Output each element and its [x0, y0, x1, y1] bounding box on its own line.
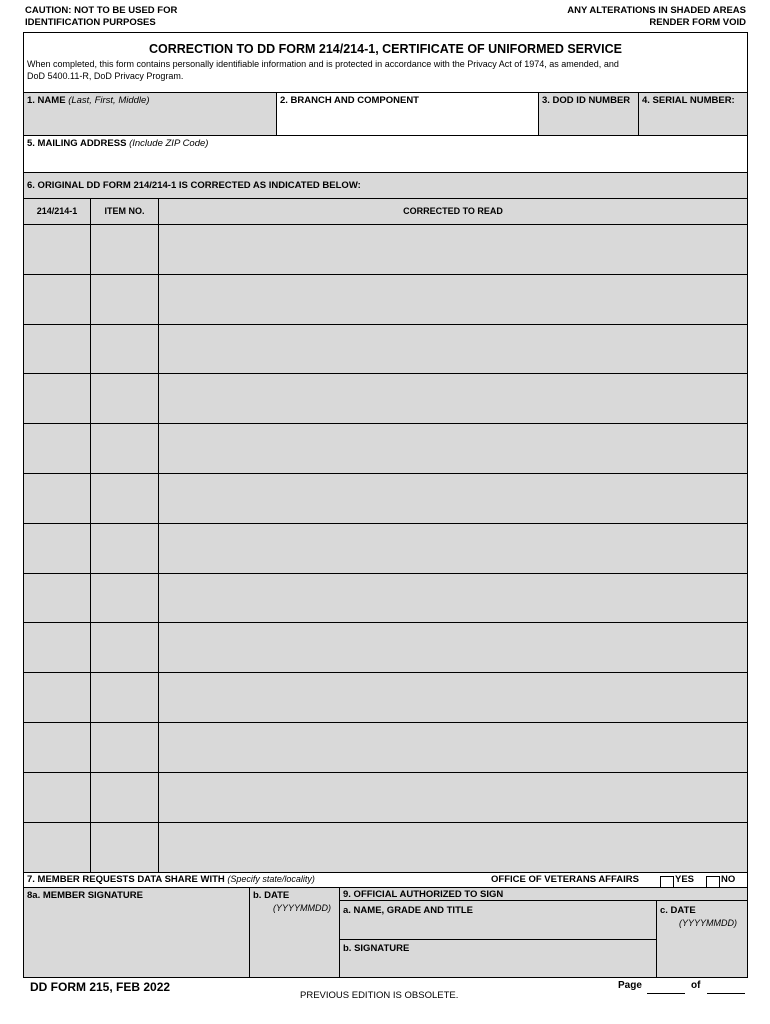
corrections-label: 6. ORIGINAL DD FORM 214/214-1 IS CORRECTED AS INDICATED BELOW: [27, 180, 361, 191]
row-corrected-cell[interactable] [158, 622, 748, 673]
corrections-section-header [23, 172, 748, 199]
official-section-header [339, 887, 748, 901]
row-corrected-cell[interactable] [158, 722, 748, 773]
page-total-field[interactable] [707, 993, 745, 994]
no-label: NO [721, 874, 736, 885]
row-corrected-cell[interactable] [158, 423, 748, 474]
name-label: 1. NAME [27, 95, 66, 106]
page-number-field[interactable] [647, 993, 685, 994]
row-item-no-cell[interactable] [90, 722, 159, 773]
address-label: 5. MAILING ADDRESS [27, 138, 127, 149]
dod-id-label: 3. DOD ID NUMBER [542, 95, 631, 106]
row-corrected-cell[interactable] [158, 523, 748, 574]
row-214-cell[interactable] [23, 672, 91, 723]
caution-notice [25, 5, 177, 29]
branch-field[interactable] [276, 92, 539, 136]
branch-label: 2. BRANCH AND COMPONENT [280, 95, 419, 106]
row-item-no-cell[interactable] [90, 573, 159, 624]
row-214-cell[interactable] [23, 573, 91, 624]
row-item-no-cell[interactable] [90, 274, 159, 325]
row-item-no-cell[interactable] [90, 373, 159, 424]
member-signature-field[interactable] [23, 887, 250, 978]
row-214-cell[interactable] [23, 423, 91, 474]
official-date-hint: (YYYYMMDD) [679, 918, 737, 928]
alteration-notice [567, 5, 746, 29]
row-214-cell[interactable] [23, 274, 91, 325]
privacy-line-1: When completed, this form contains personally identifiable information and is protected in accordance with the Privacy Act of 1974, as amended, and [27, 59, 619, 69]
veterans-affairs-label: OFFICE OF VETERANS AFFAIRS [491, 874, 639, 885]
data-share-hint: (Specify state/locality) [227, 874, 315, 884]
member-signature-label: 8a. MEMBER SIGNATURE [27, 890, 143, 901]
row-corrected-cell[interactable] [158, 324, 748, 375]
row-214-cell[interactable] [23, 722, 91, 773]
row-214-cell[interactable] [23, 373, 91, 424]
dod-id-field[interactable] [538, 92, 639, 136]
alteration-line-1: ANY ALTERATIONS IN SHADED AREAS [567, 5, 746, 16]
serial-number-field[interactable] [638, 92, 748, 136]
page-label: Page [618, 980, 642, 991]
member-date-label: b. DATE [253, 890, 290, 901]
name-hint: (Last, First, Middle) [68, 95, 150, 106]
official-date-label: c. DATE [660, 905, 696, 916]
row-corrected-cell[interactable] [158, 274, 748, 325]
row-item-no-cell[interactable] [90, 324, 159, 375]
row-item-no-cell[interactable] [90, 622, 159, 673]
privacy-statement [27, 58, 619, 82]
row-item-no-cell[interactable] [90, 772, 159, 823]
col-header-item-no: ITEM NO. [90, 198, 159, 225]
row-item-no-cell[interactable] [90, 523, 159, 574]
member-date-hint: (YYYYMMDD) [273, 903, 331, 913]
of-label: of [691, 980, 701, 991]
row-corrected-cell[interactable] [158, 822, 748, 873]
mailing-address-field[interactable] [23, 135, 748, 173]
form-title: CORRECTION TO DD FORM 214/214-1, CERTIFICATE OF UNIFORMED SERVICE [149, 42, 622, 56]
member-date-field[interactable] [249, 887, 340, 978]
official-signature-label: b. SIGNATURE [343, 943, 410, 954]
row-item-no-cell[interactable] [90, 822, 159, 873]
official-date-field[interactable] [656, 900, 748, 978]
col-header-corrected: CORRECTED TO READ [158, 198, 748, 225]
privacy-line-2: DoD 5400.11-R, DoD Privacy Program. [27, 71, 184, 81]
official-signature-field[interactable] [339, 939, 657, 978]
row-item-no-cell[interactable] [90, 473, 159, 524]
row-214-cell[interactable] [23, 473, 91, 524]
row-item-no-cell[interactable] [90, 672, 159, 723]
obsolete-notice: PREVIOUS EDITION IS OBSOLETE. [300, 990, 459, 1001]
row-214-cell[interactable] [23, 822, 91, 873]
col-header-214: 214/214-1 [23, 198, 91, 225]
row-corrected-cell[interactable] [158, 473, 748, 524]
yes-label: YES [675, 874, 695, 885]
row-corrected-cell[interactable] [158, 672, 748, 723]
official-label: 9. OFFICIAL AUTHORIZED TO SIGN [343, 889, 504, 900]
row-item-no-cell[interactable] [90, 224, 159, 275]
official-name-field[interactable] [339, 900, 657, 940]
row-214-cell[interactable] [23, 772, 91, 823]
serial-number-label: 4. SERIAL NUMBER: [642, 95, 735, 106]
row-214-cell[interactable] [23, 622, 91, 673]
alteration-line-2: RENDER FORM VOID [649, 17, 746, 28]
caution-line-2: IDENTIFICATION PURPOSES [25, 17, 156, 28]
official-name-label: a. NAME, GRADE AND TITLE [343, 905, 474, 916]
data-share-label: 7. MEMBER REQUESTS DATA SHARE WITH [27, 874, 225, 885]
row-214-cell[interactable] [23, 324, 91, 375]
address-hint: (Include ZIP Code) [129, 138, 209, 149]
row-corrected-cell[interactable] [158, 373, 748, 424]
row-corrected-cell[interactable] [158, 573, 748, 624]
data-share-row [23, 872, 748, 888]
name-field[interactable] [23, 92, 277, 136]
row-214-cell[interactable] [23, 224, 91, 275]
caution-line-1: CAUTION: NOT TO BE USED FOR [25, 5, 178, 16]
row-corrected-cell[interactable] [158, 224, 748, 275]
row-item-no-cell[interactable] [90, 423, 159, 474]
row-214-cell[interactable] [23, 523, 91, 574]
row-corrected-cell[interactable] [158, 772, 748, 823]
form-number: DD FORM 215, FEB 2022 [30, 980, 171, 994]
